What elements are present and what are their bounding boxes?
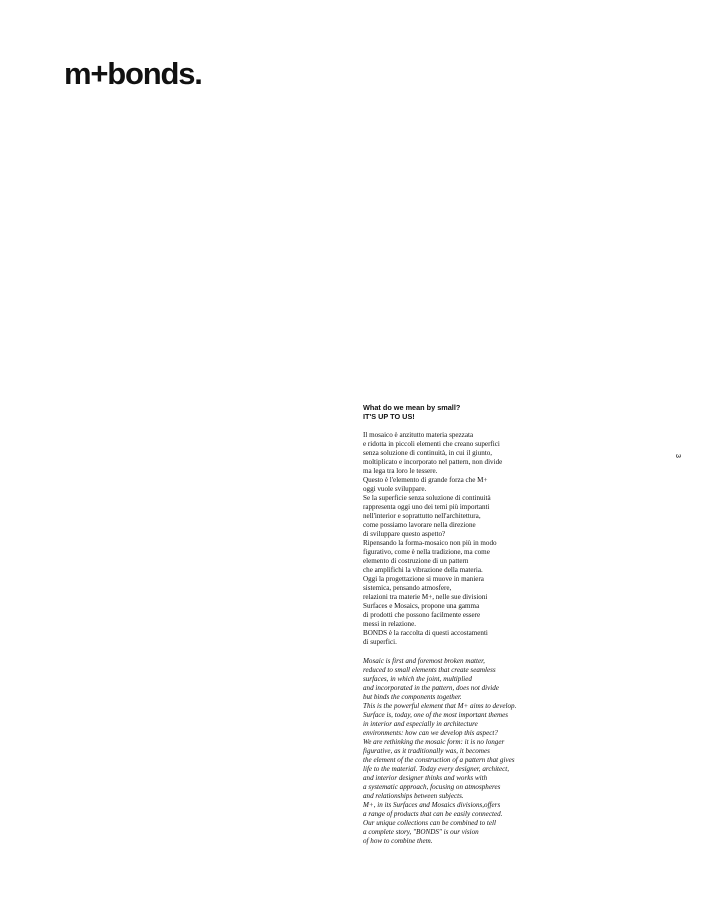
page-number: 3 bbox=[674, 454, 681, 458]
article bbox=[363, 403, 543, 846]
article-heading: What do we mean by small? IT'S UP TO US! bbox=[363, 403, 461, 421]
italian-text-line: Surfaces e Mosaics, propone una gamma bbox=[363, 602, 480, 610]
english-text-line: a range of products that can be easily connected. bbox=[363, 810, 503, 818]
italian-text-line: figurativo, come è nella tradizione, ma come bbox=[363, 548, 490, 556]
italian-paragraph bbox=[363, 431, 543, 647]
italian-text-line: messi in relazione. bbox=[363, 620, 416, 628]
brand-logo: m+bonds. bbox=[64, 56, 202, 91]
english-text-line: figurative, as it traditionally was, it becomes bbox=[363, 747, 490, 755]
english-text-line: and interior designer thinks and works with bbox=[363, 774, 488, 782]
italian-text-line: BONDS è la raccolta di questi accostamenti bbox=[363, 629, 488, 637]
italian-text-line: Il mosaico è anzitutto materia spezzata bbox=[363, 431, 474, 439]
english-text-line: a complete story, "BONDS" is our vision bbox=[363, 828, 479, 836]
italian-text-line: Se la superficie senza soluzione di continuità bbox=[363, 494, 491, 502]
english-text-line: life to the material. Today every designer, architect, bbox=[363, 765, 510, 773]
english-text-line: M+, in its Surfaces and Mosaics divisions,offers bbox=[363, 801, 501, 809]
english-text-line: Mosaic is first and foremost broken matter, bbox=[363, 657, 485, 665]
italian-text-line: elemento di costruzione di un pattern bbox=[363, 557, 469, 565]
italian-text-line: nell'interior e soprattutto nell'architettura, bbox=[363, 512, 481, 520]
english-text-line: reduced to small elements that create seamless bbox=[363, 666, 496, 674]
english-text-line: the element of the construction of a pattern that gives bbox=[363, 756, 515, 764]
english-text-line: This is the powerful element that M+ aims to develop. bbox=[363, 702, 517, 710]
english-paragraph bbox=[363, 657, 543, 846]
english-text-line: environments: how can we develop this aspect? bbox=[363, 729, 498, 737]
english-text-line: of how to combine them. bbox=[363, 837, 433, 845]
italian-text-line: oggi vuole sviluppare. bbox=[363, 485, 427, 493]
italian-text-line: che amplifichi la vibrazione della materia. bbox=[363, 566, 483, 574]
italian-text-line: rappresenta oggi uno dei temi più importanti bbox=[363, 503, 490, 511]
italian-text-line: di sviluppare questo aspetto? bbox=[363, 530, 446, 538]
italian-text-line: come possiamo lavorare nella direzione bbox=[363, 521, 476, 529]
english-text-line: surfaces, in which the joint, multiplied bbox=[363, 675, 472, 683]
italian-text-line: di prodotti che possono facilmente essere bbox=[363, 611, 481, 619]
italian-text-line: sistemica, pensando atmosfere, bbox=[363, 584, 452, 592]
italian-text-line: Questo è l'elemento di grande forza che M+ bbox=[363, 476, 488, 484]
italian-text-line: e ridotta in piccoli elementi che creano superfici bbox=[363, 440, 500, 448]
english-text-line: We are rethinking the mosaic form: it is no longer bbox=[363, 738, 505, 746]
english-text-line: and relationships between subjects. bbox=[363, 792, 464, 800]
italian-text-line: senza soluzione di continuità, in cui il giunto, bbox=[363, 449, 493, 457]
italian-text-line: di superfici. bbox=[363, 638, 397, 646]
italian-text-line: moltiplicato e incorporato nel pattern, non divide bbox=[363, 458, 503, 466]
english-text-line: Our unique collections can be combined to tell bbox=[363, 819, 496, 827]
english-text-line: Surface is, today, one of the most important themes bbox=[363, 711, 509, 719]
english-text-line: but binds the components together. bbox=[363, 693, 462, 701]
english-text-line: and incorporated in the pattern, does not divide bbox=[363, 684, 499, 692]
italian-text-line: Oggi la progettazione si muove in maniera bbox=[363, 575, 484, 583]
italian-text-line: relazioni tra materie M+, nelle sue divisioni bbox=[363, 593, 488, 601]
italian-text-line: Ripensando la forma-mosaico non più in modo bbox=[363, 539, 497, 547]
english-text-line: a systematic approach, focusing on atmospheres bbox=[363, 783, 501, 791]
italian-text-line: ma lega tra loro le tessere. bbox=[363, 467, 438, 475]
english-text-line: in interior and especially in architecture bbox=[363, 720, 478, 728]
